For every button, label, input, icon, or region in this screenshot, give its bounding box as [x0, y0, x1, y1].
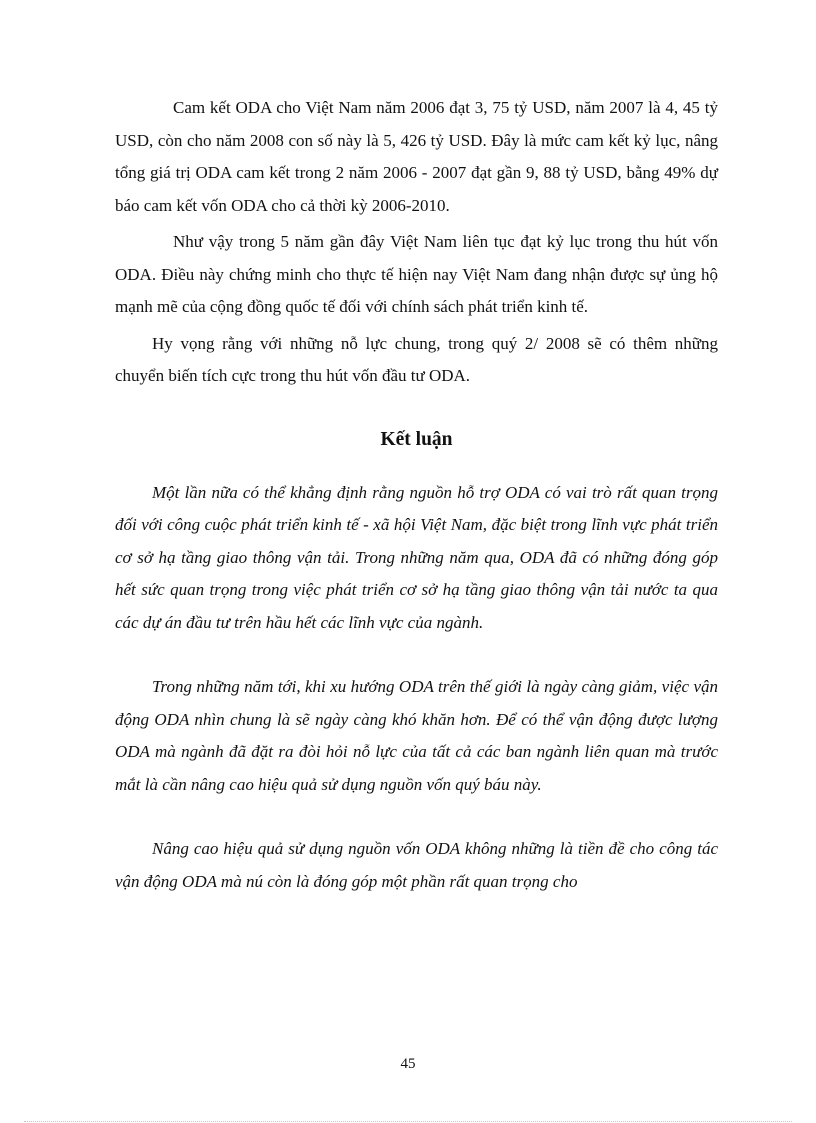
- body-paragraph: Hy vọng rằng với những nỗ lực chung, trong quý 2/ 2008 sẽ có thêm những chuyển biến tích cực trong thu hút vốn đầu tư ODA.: [115, 333, 718, 385]
- body-paragraph: Cam kết ODA cho Việt Nam năm 2006 đạt 3, 75 tỷ USD, năm 2007 là 4, 45 tỷ USD, còn cho năm 2008 con số này là 5, 426 tỷ USD. Đây là mức cam kết kỷ lục, nâng tổng giá trị ODA cam kết trong 2 năm 2006 - 2007 đạt gần 9, 88 tỷ USD, bằng 49% dự báo cam kết vốn ODA cho cả thời kỳ 2006-2010.: [115, 98, 718, 215]
- conclusion-paragraph: Một lần nữa có thể khẳng định rằng nguồn hỗ trợ ODA có vai trò rất quan trọng đối với công cuộc phát triển kinh tế - xã hội Việt Nam, đặc biệt trong lĩnh vực phát triển cơ sở hạ tầng giao thông vận tải. Trong những năm qua, ODA đã có những đóng góp hết sức quan trọng trong việc phát triển cơ sở hạ tầng giao thông vận tải nước ta qua các dự án đầu tư trên hầu hết các lĩnh vực của ngành.: [115, 482, 718, 632]
- conclusion-paragraph: Trong những năm tới, khi xu hướng ODA trên thế giới là ngày càng giảm, việc vận động ODA nhìn chung là sẽ ngày càng khó khăn hơn. Để có thể vận động được lượng ODA mà ngành đã đặt ra đòi hỏi nỗ lực của tất cả các ban ngành liên quan mà trước mắt là cần nâng cao hiệu quả sử dụng nguồn vốn quý báu này.: [115, 677, 718, 794]
- conclusion-paragraph: Nâng cao hiệu quả sử dụng nguồn vốn ODA không những là tiền đề cho công tác vận động ODA mà nú còn là đóng góp một phần rất quan trọng cho: [115, 839, 718, 891]
- section-heading: Kết luận: [380, 428, 453, 450]
- page-number: 45: [400, 1056, 416, 1072]
- body-paragraph: Như vậy trong 5 năm gần đây Việt Nam liên tục đạt kỷ lục trong thu hút vốn ODA. Điều này chứng minh cho thực tế hiện nay Việt Nam đang nhận được sự ủng hộ mạnh mẽ của cộng đồng quốc tế đối với chính sách phát triển kinh tế.: [115, 232, 718, 316]
- page-body: [115, 92, 718, 898]
- page-bottom-divider: [24, 1121, 792, 1122]
